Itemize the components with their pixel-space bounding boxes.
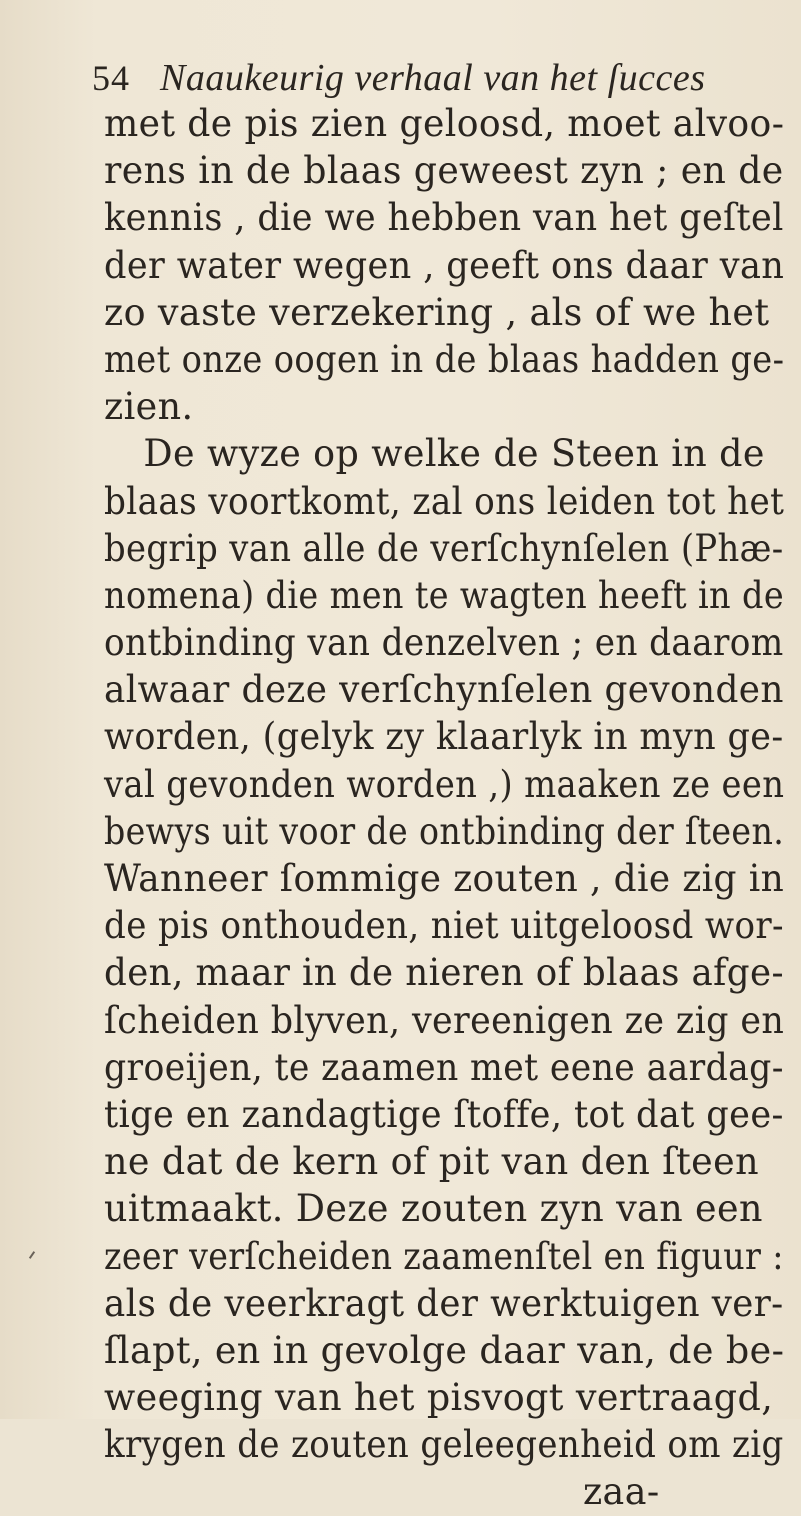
body-text xyxy=(104,100,794,1516)
text-line: ne dat de kern of pit van den ſteen xyxy=(104,1140,759,1184)
text-line: ſcheiden blyven, vereenigen ze zig en xyxy=(104,998,785,1042)
text-line: kennis , die we hebben van het geſtel xyxy=(104,196,784,240)
text-line: der water wegen , geeft ons daar van xyxy=(104,243,785,287)
text-line: met onze oogen in de blaas hadden ge- xyxy=(104,337,785,381)
text-line: uitmaakt. Deze zouten zyn van een xyxy=(104,1187,763,1231)
paragraph-start-line: De wyze op welke de Steen in de xyxy=(143,432,765,476)
margin-mark xyxy=(29,1251,35,1259)
text-line: ontbinding van denzelven ; en daarom xyxy=(104,621,784,665)
text-line: zeer verſcheiden zaamenſtel en figuur : xyxy=(104,1234,784,1278)
text-line: krygen de zouten geleegenheid om zig xyxy=(104,1423,784,1467)
text-line: tige en zandagtige ſtoffe, tot dat gee- xyxy=(104,1092,784,1136)
page-number: 54 xyxy=(92,58,130,98)
text-line: groeijen, te zaamen met eene aardag- xyxy=(104,1045,784,1089)
text-line: alwaar deze verſchynſelen gevonden xyxy=(104,668,784,712)
text-line: zien. xyxy=(104,385,194,429)
catchword: zaa- xyxy=(582,1470,660,1514)
running-title: Naaukeurig verhaal van het ſucces xyxy=(160,57,706,99)
text-line: met de pis zien geloosd, moet alvoo- xyxy=(104,102,785,145)
text-line: nomena) die men te wagten heeft in de xyxy=(104,573,785,617)
text-line: val gevonden worden ,) maaken ze een xyxy=(104,762,785,806)
text-line: ſlapt, en in gevolge daar van, de be- xyxy=(104,1328,785,1372)
text-line: begrip van alle de verſchynſelen (Phæ- xyxy=(104,526,784,570)
text-line: den, maar in de nieren of blaas afge- xyxy=(104,951,784,995)
text-line: zo vaste verzekering , als of we het xyxy=(104,290,770,334)
text-line: weeging van het pisvogt vertraagd, xyxy=(104,1376,774,1420)
text-line: worden, (gelyk zy klaarlyk in myn ge- xyxy=(104,715,784,759)
text-line: Wanneer ſommige zouten , die zig in xyxy=(104,857,785,900)
text-line: de pis onthouden, niet uitgeloosd wor- xyxy=(104,904,784,948)
page-header xyxy=(92,56,732,104)
text-line: bewys uit voor de ontbinding der ſteen. xyxy=(104,809,785,853)
text-line: blaas voortkomt, zal ons leiden tot het xyxy=(104,479,785,523)
text-line: als de veerkragt der werktuigen ver- xyxy=(104,1281,784,1325)
text-line: rens in de blaas geweest zyn ; en de xyxy=(104,149,784,193)
